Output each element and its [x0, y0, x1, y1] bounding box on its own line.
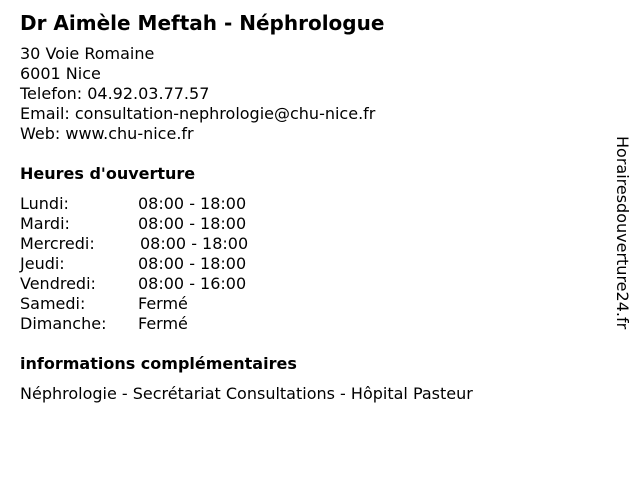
additional-info-text: Néphrologie - Secrétariat Consultations - Hôpital Pasteur [20, 384, 473, 403]
time-value: 08:00 - 18:00 [138, 214, 247, 233]
hours-row-monday [20, 194, 340, 214]
time-value: 08:00 - 16:00 [138, 274, 247, 293]
day-label: Dimanche: [20, 314, 107, 333]
hours-row-tuesday [20, 214, 340, 234]
time-value: 08:00 - 18:00 [138, 194, 247, 213]
site-watermark: Horairesdouverture24.fr [613, 136, 632, 330]
day-label: Samedi: [20, 294, 86, 313]
time-value: 08:00 - 18:00 [140, 234, 249, 253]
hours-row-thursday [20, 254, 340, 274]
hours-row-friday [20, 274, 340, 294]
time-value: Fermé [138, 294, 188, 313]
page-title: Dr Aimèle Meftah - Néphrologue [20, 11, 385, 35]
time-value: 08:00 - 18:00 [138, 254, 247, 273]
additional-info-heading: informations complémentaires [20, 354, 297, 373]
hours-row-wednesday [20, 234, 340, 254]
email-line: Email: consultation-nephrologie@chu-nice.fr [20, 104, 376, 123]
day-label: Lundi: [20, 194, 69, 213]
hours-row-sunday [20, 314, 340, 334]
day-label: Mardi: [20, 214, 70, 233]
day-label: Mercredi: [20, 234, 95, 253]
address-line: 30 Voie Romaine [20, 44, 155, 63]
opening-hours-heading: Heures d'ouverture [20, 164, 196, 183]
city-line: 6001 Nice [20, 64, 101, 83]
time-value: Fermé [138, 314, 188, 333]
phone-line: Telefon: 04.92.03.77.57 [20, 84, 210, 103]
contact-block [20, 44, 375, 144]
hours-row-saturday [20, 294, 340, 314]
opening-hours-table [20, 194, 340, 334]
day-label: Vendredi: [20, 274, 96, 293]
day-label: Jeudi: [20, 254, 65, 273]
web-line: Web: www.chu-nice.fr [20, 124, 194, 143]
